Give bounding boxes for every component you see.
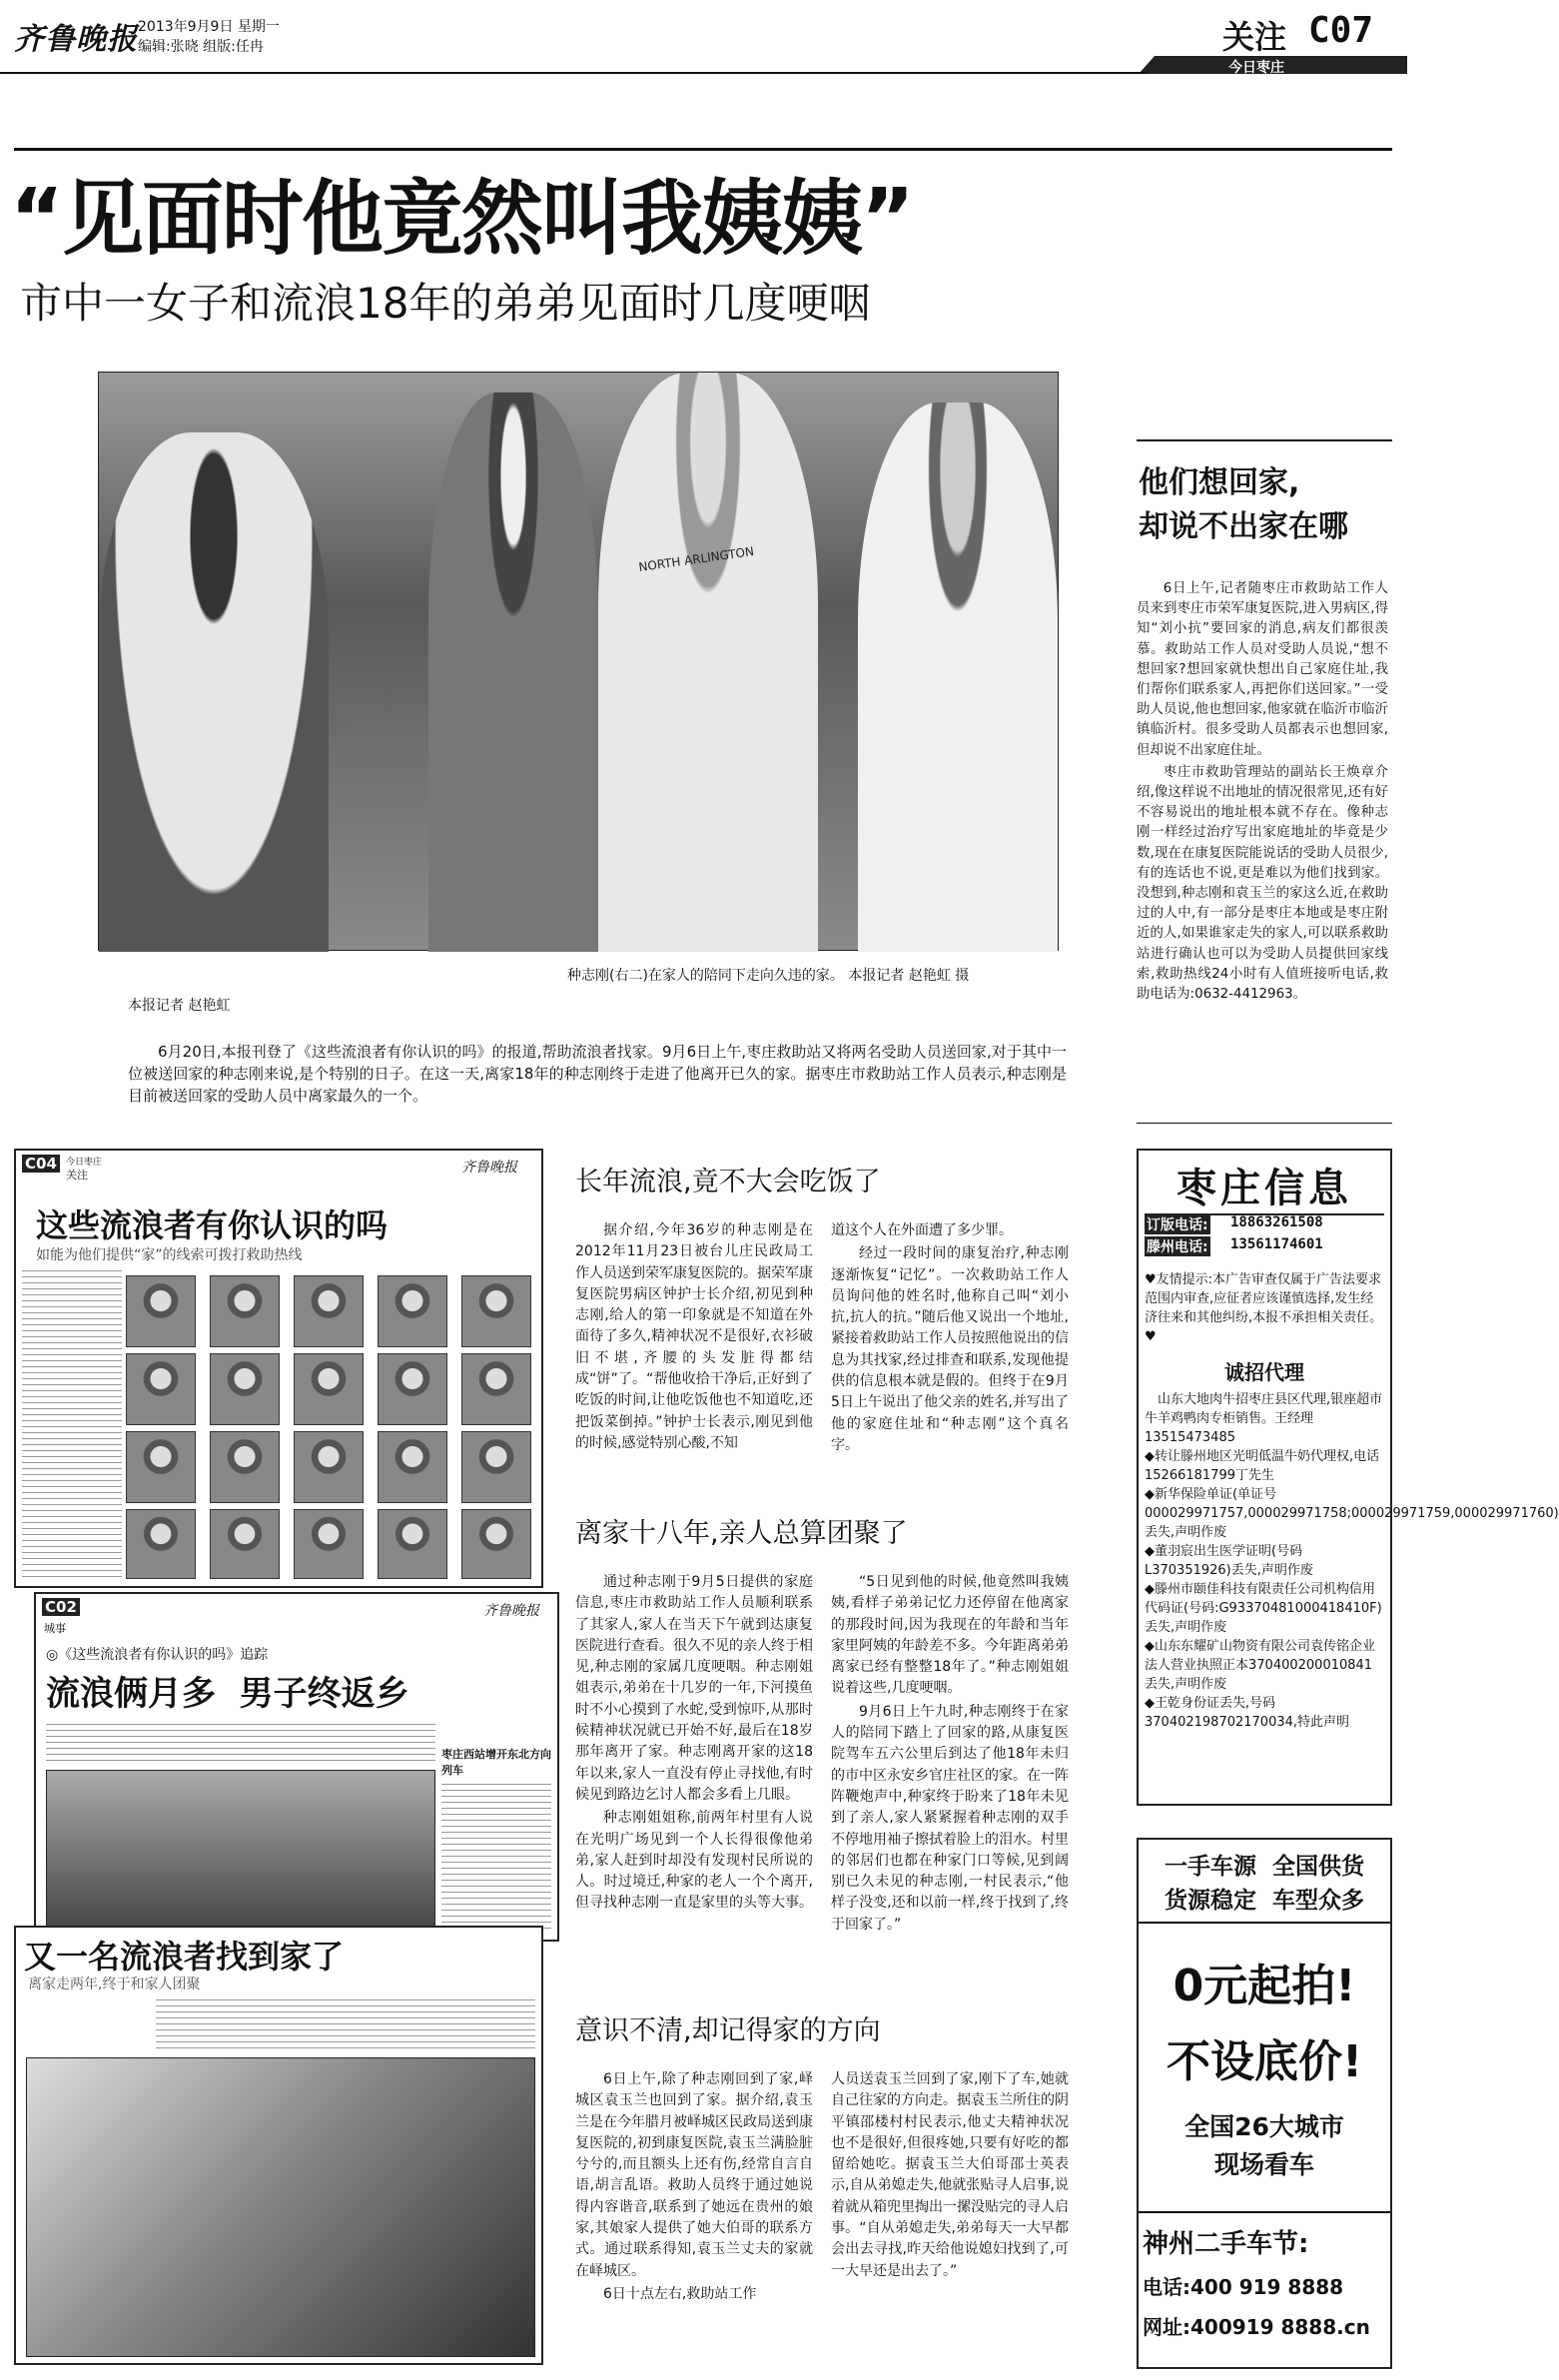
mugshot: [126, 1275, 196, 1347]
section-3-col-2: [831, 2069, 1069, 2284]
recruit-heading: 诚招代理: [1224, 1360, 1304, 1384]
lead-text: 6月20日,本报刊登了《这些流浪者有你认识的吗》的报道,帮助流浪者找家。9月6日上午,枣庄救助站又将两名受助人员送回家,对于其中一位被送回家的种志刚来说,是个特别的日子。在这一天,离家18年的种志刚终于走进了他离开已久的家。据枣庄市救助站工作人员表示,种志刚是目前被送回家的受助人员中离家最久的一个。: [128, 1043, 1067, 1105]
mugshot: [210, 1509, 280, 1579]
mugshot: [126, 1509, 196, 1579]
sidebar-text: [1137, 579, 1388, 1007]
sidebar-bottom-rule: [1137, 1123, 1392, 1124]
s3-p1: 6日上午,除了种志刚回到了家,峄城区袁玉兰也回到了家。据介绍,袁玉兰是在今年腊月被峄城区民政局送到康复医院的,初到康复医院,袁玉兰满脸脏兮兮的,而且额头上还有伤,经常自言自语,胡言乱语。救助人员终于通过她说得内容谐音,联系到了她远在贵州的娘家,其娘家人提供了她大伯哥的联系方式。通过联系得知,袁玉兰丈夫的家就在峄城区。: [575, 2071, 813, 2279]
clip-c02-text: [46, 1724, 435, 1764]
main-photo: [98, 372, 1059, 951]
clip-c02-label: 城事: [44, 1622, 66, 1635]
car-ad-rule: [1139, 1922, 1390, 1924]
listing-block: [1145, 1390, 1559, 1732]
mugshot: [378, 1353, 447, 1425]
person-center: [598, 373, 818, 952]
section-2-col-2: [831, 1572, 1069, 1938]
masthead-editors: 编辑:张晓 组版:任冉: [138, 39, 264, 55]
clip-c02-side: 枣庄西站增开东北方向列车: [441, 1748, 551, 1777]
masthead-logo: 齐鲁晚报: [14, 22, 138, 57]
page-number: C07: [1308, 10, 1374, 51]
top-rule: [14, 148, 1392, 151]
section-3-col-1: [575, 2069, 813, 2307]
sidebar-para-1: 6日上午,记者随枣庄市救助站工作人员来到枣庄市荣军康复医院,进入男病区,得知“刘小抗”要回家的消息,病友们都很羡慕。救助站工作人员对受助人员说,“想不想回家?想回家就快想出自己家庭住址,我们帮你们联系家人,再把你们送回家。”一受助人员说,他也想回家,他家就在临沂市临沂镇临沂村。很多受助人员都表示也想回家,但却说不出家庭住址。: [1137, 581, 1388, 758]
sidebar-title-1: 他们想回家,: [1139, 465, 1300, 500]
car-ad-line-2: 货源稳定 车型众多: [1164, 1888, 1364, 1914]
listing-item: ◆王乾身份证丢失,号码370402198702170034,特此声明: [1145, 1696, 1350, 1730]
listing-item: ◆山东东耀矿山物资有限公司袁传铭企业法人营业执照正本370400200010841丢失,声明作废: [1145, 1639, 1375, 1692]
section-heading-1: 长年流浪,竟不大会吃饭了: [575, 1167, 881, 1197]
masthead: [0, 0, 1407, 76]
mugshot: [378, 1431, 447, 1503]
clip-c02-photo: [46, 1770, 435, 1935]
mugshot: [210, 1275, 280, 1347]
mugshot: [294, 1509, 364, 1579]
car-ad-headline-2: 不设底价!: [1166, 2036, 1363, 2087]
clip-c03-photo: [26, 2057, 535, 2357]
clip-c04-sub: 如能为他们提供“家”的线索可拨打救助热线: [36, 1247, 303, 1263]
sidebar-title-2: 却说不出家在哪: [1139, 509, 1348, 544]
s2-p2: “5日见到他的时候,他竟然叫我姨姨,看样子弟弟记忆力还停留在他离家的那段时间,因为我现在的年龄和当年家里阿姨的年龄差不多。今年距离弟弟离家已经有整整18年了。”种志刚姐姐说着这些,几度哽咽。: [831, 1574, 1069, 1697]
clip-c02-pre: ◎《这些流浪者有你认识的吗》追踪: [46, 1647, 269, 1663]
clip-c03-title: 又一名流浪者找到家了: [24, 1938, 345, 1976]
subheadline: 市中一女子和流浪18年的弟弟见面时几度哽咽: [20, 279, 871, 328]
clip-c02-side-text: [441, 1784, 551, 1934]
mugshot: [461, 1509, 531, 1579]
person-left: [99, 432, 329, 952]
listing-item: ◆新华保险单证(单证号000029971757,000029971758;000029971759,000029971760)丢失,声明作废: [1145, 1487, 1559, 1540]
clip-c02: [34, 1592, 559, 1942]
car-ad-rule-2: [1139, 2211, 1390, 2213]
mugshot: [461, 1431, 531, 1503]
section-heading-3: 意识不清,却记得家的方向: [575, 2015, 881, 2046]
clip-c04: [14, 1149, 543, 1588]
clip-c03-sub: 离家走两年,终于和家人团聚: [28, 1977, 201, 1992]
byline: 本报记者 赵艳虹: [128, 998, 231, 1014]
clip-c02-title: 流浪俩月多 男子终返乡: [46, 1674, 409, 1714]
car-ad-phone: 电话:400 919 8888: [1143, 2275, 1344, 2299]
lead-paragraph: [128, 1041, 1067, 1109]
car-ad-line-7: 神州二手车节:: [1143, 2229, 1309, 2259]
clip-c02-logo: 齐鲁晚报: [483, 1603, 539, 1619]
shirt-print: NORTH ARLINGTON: [637, 543, 755, 575]
car-ad-line-5: 全国26大城市: [1184, 2112, 1344, 2141]
section-heading-2: 离家十八年,亲人总算团聚了: [575, 1518, 908, 1549]
order-phone: 18863261508: [1230, 1214, 1323, 1230]
clip-c04-label: 今日枣庄: [66, 1158, 103, 1168]
masthead-date: 2013年9月9日 星期一: [138, 19, 280, 35]
mugshot: [378, 1275, 447, 1347]
mugshot: [461, 1275, 531, 1347]
sidebar-para-2: 枣庄市救助管理站的副站长王焕章介绍,像这样说不出地址的情况很常见,还有好不容易说出的地址根本就不存在。像种志刚一样经过治疗写出家庭地址的毕竟是少数,现在在康复医院能说话的受助人员很少,有的连话也不说,更是难以为他们找到家。没想到,种志刚和袁玉兰的家这么近,在救助过的人中,有一部分是枣庄本地或是枣庄附近的人,如果谁家走失的家人,可以联系救助站进行确认也可以为受助人员提供回家线索,救助热线24小时有人值班接听电话,救助电话为:0632-4412963。: [1137, 764, 1388, 1003]
s3-p1b: 6日十点左右,救助站工作: [603, 2285, 757, 2302]
sidebar-rule: [1137, 439, 1392, 441]
car-ad-line-1: 一手车源 全国供货: [1164, 1854, 1364, 1880]
headline: “见面时他竟然叫我姨姨”: [10, 172, 913, 267]
car-ad: [1137, 1838, 1392, 2369]
mugshot: [126, 1353, 196, 1425]
car-ad-headline-1: 0元起拍!: [1172, 1961, 1356, 2011]
car-ad-line-6: 现场看车: [1213, 2150, 1314, 2179]
s2-p2b: 9月6日上午九时,种志刚终于在家人的陪同下踏上了回家的路,从康复医院驾车五六公里后到达了他18年未归的市中区永安乡官庄社区的家。在一阵阵鞭炮声中,种家终于盼来了18年未见到了亲人,家人紧紧握着种志刚的双手不停地用袖子擦拭着脸上的泪水。村里的邻居们也都在种家门口等候,见到阔别已久未见的种志刚,一村民表示,“他样子没变,还和以前一样,终于找到了,终于回家了。”: [831, 1703, 1069, 1933]
listing-item: ◆董羽宸出生医学证明(号码L370351926)丢失,声明作废: [1145, 1544, 1313, 1578]
car-ad-website: 网址:400919 8888.cn: [1143, 2315, 1370, 2339]
clip-c04-title: 这些流浪者有你认识的吗: [36, 1206, 389, 1244]
section-1-col-1: [575, 1220, 813, 1456]
person-center-left: [428, 393, 598, 952]
clip-c03-text: [156, 1999, 535, 2049]
clip-c02-page: C02: [42, 1598, 80, 1616]
photo-caption: 种志刚(右二)在家人的陪同下走向久违的家。 本报记者 赵艳虹 摄: [567, 968, 970, 984]
section-label: 关注: [1222, 18, 1287, 56]
info-ad-title: 枣庄信息: [1145, 1157, 1384, 1215]
s1-p2a: 道这个人在外面遭了多少罪。: [831, 1222, 1013, 1238]
mugshot: [294, 1275, 364, 1347]
mugshot: [461, 1353, 531, 1425]
mugshot-grid: [126, 1275, 535, 1580]
clip-c03: [14, 1926, 543, 2365]
masthead-rule: [0, 72, 1149, 74]
s1-p2: 经过一段时间的康复治疗,种志刚逐渐恢复“记忆”。一次救助站工作人员询问他的姓名时,他称自己叫“刘小抗,抗人的抗。”随后他又说出一个地址,紧接着救助站工作人员按照他说出的信息为其找家,经过排查和联系,发现他提供的信息根本就是假的。但终于在9月5日上午说出了他父亲的姓名,并写出了他的家庭住址和“种志刚”这个真名字。: [831, 1245, 1069, 1453]
section-2-col-1: [575, 1572, 813, 1917]
subsection-label: 今日枣庄: [1228, 60, 1284, 76]
order-label: 订版电话:: [1145, 1214, 1210, 1234]
clip-c04-tag: 关注: [66, 1169, 88, 1182]
info-ad: [1137, 1149, 1559, 1806]
listing-item: ◆滕州市颐佳科技有限责任公司机构信用代码证(号码:G93370481000418410F)丢失,声明作废: [1145, 1582, 1382, 1635]
s3-p2: 人员送袁玉兰回到了家,刚下了车,她就自己往家的方向走。据袁玉兰所住的阴平镇邵楼村村民表示,他丈夫精神状况也不是很好,但很疼她,只要有好吃的都留给她吃。据袁玉兰大伯哥邵士英表示,自从弟媳走失,他就张贴寻人启事,说着就从箱兜里掏出一摞没贴完的寻人启事。“自从弟媳走失,弟弟每天一大早都会出去寻找,昨天给他说媳妇找到了,可一大早还是出去了。”: [831, 2071, 1069, 2279]
mugshot: [294, 1431, 364, 1503]
mugshot: [126, 1431, 196, 1503]
listing-item: 山东大地肉牛招枣庄县区代理,银座超市牛羊鸡鸭肉专柜销售。王经理13515473485: [1145, 1392, 1383, 1445]
clip-c04-text-col: [22, 1270, 122, 1580]
info-ad-notice: ♥友情提示:本广告审查仅属于广告法要求范围内审查,应征者应该谨慎选择,发生经济往来和其他纠纷,本报不承担相关责任。♥: [1145, 1272, 1383, 1344]
person-right: [858, 402, 1058, 952]
teng-label: 滕州电话:: [1145, 1236, 1210, 1256]
s1-p1: 据介绍,今年36岁的种志刚是在2012年11月23日被台儿庄民政局工作人员送到荣军康复医院的。据荣军康复医院男病区钟护士长介绍,初见到种志刚,给人的第一印象就是不知道在外面待了多久,精神状况不是很好,衣衫破旧不堪,齐腰的头发脏得都结成“饼”了。“帮他收拾干净后,正好到了吃饭的时间,让他吃饭他也不知道吃,还把饭菜倒掉。”钟护士长表示,刚见到他的时候,感觉特别心酸,不知: [575, 1222, 813, 1451]
listing-item: ◆转让滕州地区光明低温牛奶代理权,电话15266181799丁先生: [1145, 1449, 1380, 1483]
s2-p1b: 种志刚姐姐称,前两年村里有人说在光明广场见到一个人长得很像他弟弟,家人赶到时却没有发现村民所说的人。时过境迁,种家的老人一个个离开,但寻找种志刚一直是家里的头等大事。: [575, 1810, 813, 1912]
mugshot: [378, 1509, 447, 1579]
section-1-col-2: [831, 1220, 1069, 1458]
mugshot: [294, 1353, 364, 1425]
s2-p1: 通过种志刚于9月5日提供的家庭信息,枣庄市救助站工作人员顺利联系了其家人,家人在当天下午就到达康复医院进行查看。很久不见的亲人终于相见,种志刚的家属几度哽咽。种志刚姐姐表示,弟弟在十几岁的一年,下河摸鱼时不小心摸到了水蛇,受到惊吓,从那时候精神状况就已开始不好,最后在18岁那年离开了家。种志刚离开家的这18年以来,家人一直没有停止寻找他,有时候见到路边乞讨人都会多看上几眼。: [575, 1574, 813, 1803]
teng-phone: 13561174601: [1230, 1236, 1323, 1252]
clip-c04-page: C04: [22, 1155, 60, 1173]
mugshot: [210, 1353, 280, 1425]
mugshot: [210, 1431, 280, 1503]
clip-c04-logo: 齐鲁晚报: [461, 1160, 517, 1176]
